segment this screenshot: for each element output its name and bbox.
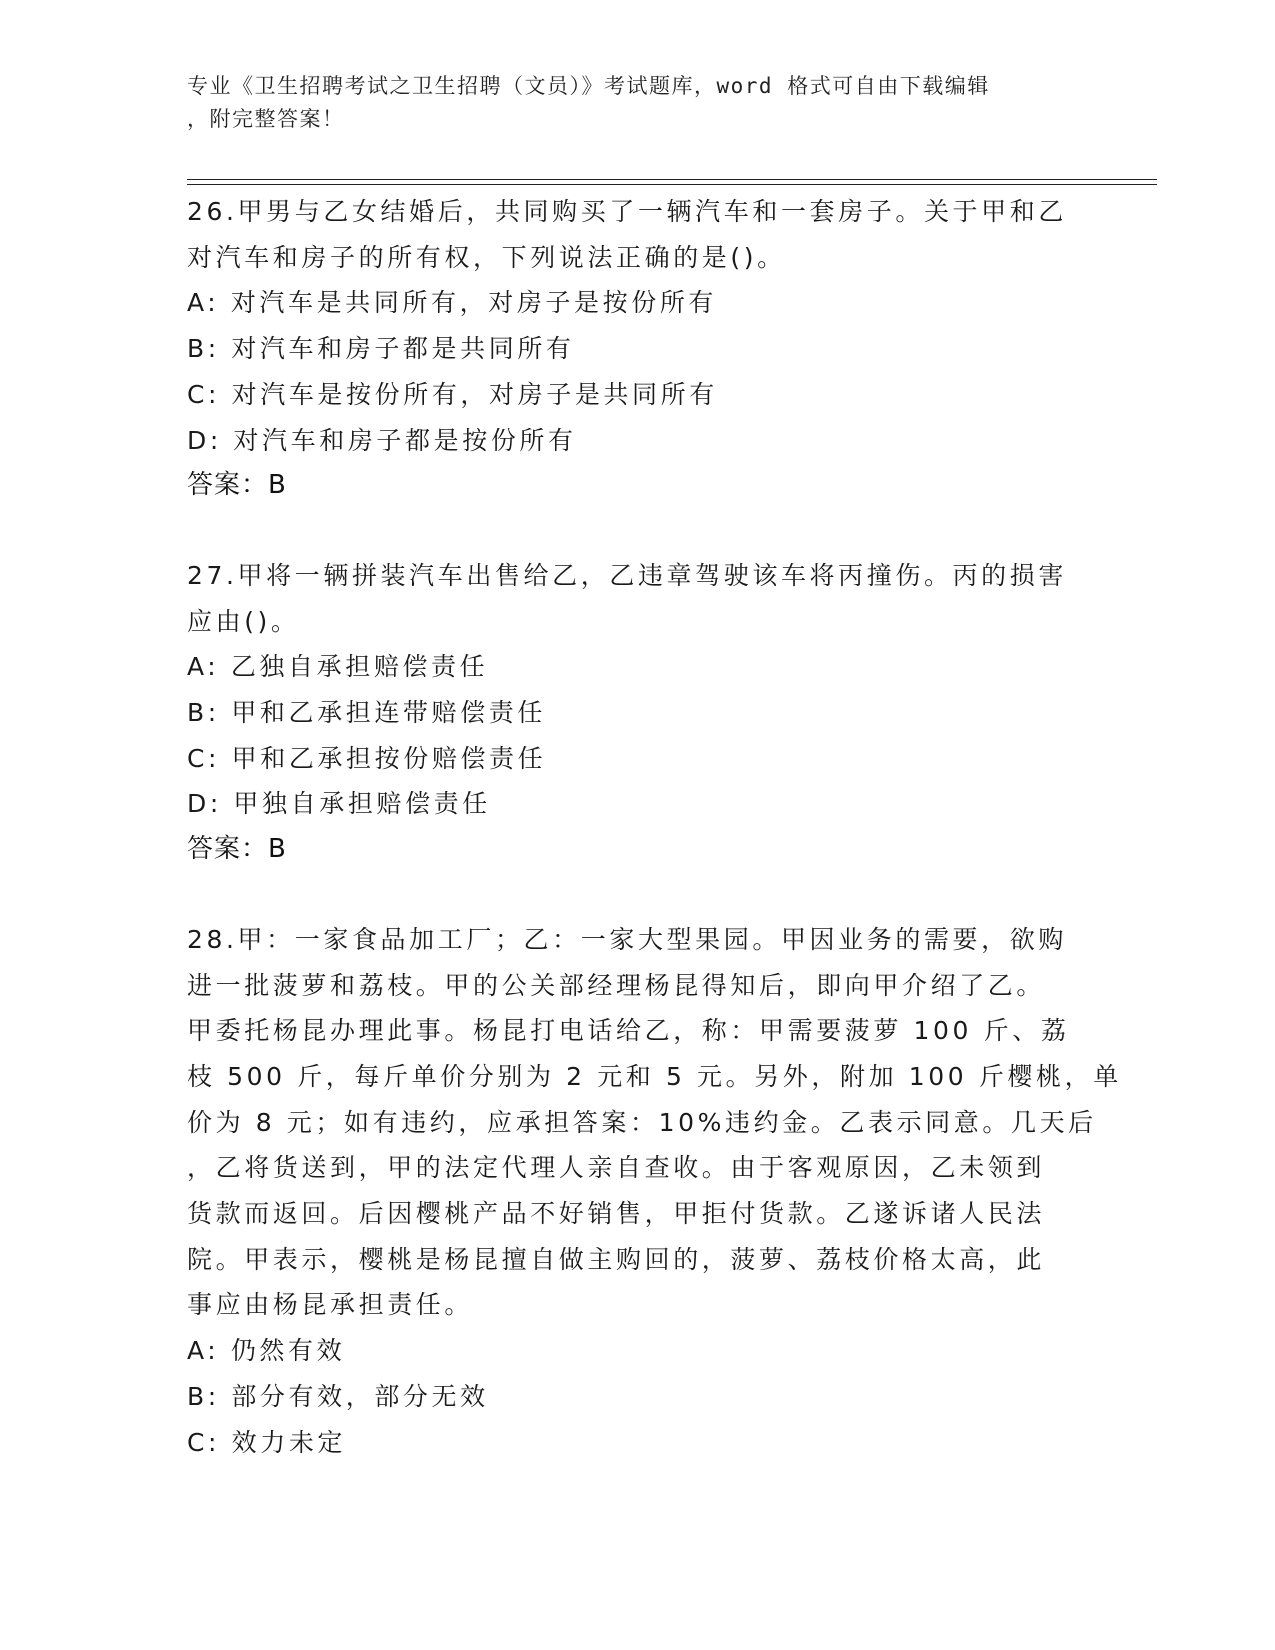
- answer-label: 答案：: [187, 834, 269, 865]
- question-stem-line: 货款而返回。后因樱桃产品不好销售，甲拒付货款。乙遂诉诸人民法: [187, 1199, 1046, 1229]
- question-26: [187, 189, 1087, 509]
- question-stem-line: 甲委托杨昆办理此事。杨昆打电话给乙，称：甲需要菠萝 100 斤、荔: [187, 1016, 1070, 1046]
- header-divider-top: [187, 179, 1157, 180]
- option-a: A: 对汽车是共同所有，对房子是按份所有: [187, 288, 718, 318]
- option-b: B: 对汽车和房子都是共同所有: [187, 334, 575, 364]
- option-b: B: 部分有效，部分无效: [187, 1381, 489, 1411]
- question-stem-line: 26.甲男与乙女结婚后，共同购买了一辆汽车和一套房子。关于甲和乙: [187, 197, 1067, 226]
- question-stem-line: 应由()。: [187, 606, 300, 636]
- question-stem-line: 对汽车和房子的所有权，下列说法正确的是()。: [187, 242, 786, 272]
- option-c: C: 对汽车是按份所有，对房子是共同所有: [187, 379, 718, 409]
- option-d: D: 甲独自承担赔偿责任: [187, 789, 491, 819]
- document-header: [187, 70, 1067, 136]
- question-stem-line: 27.甲将一辆拼装汽车出售给乙，乙违章驾驶该车将丙撞伤。丙的损害: [187, 560, 1067, 590]
- header-line-1: 专业《卫生招聘考试之卫生招聘（文员）》考试题库，word 格式可自由下载编辑: [187, 74, 990, 98]
- option-b: B: 甲和乙承担连带赔偿责任: [187, 698, 546, 728]
- answer-line: [187, 827, 1087, 873]
- question-27: [187, 553, 1087, 873]
- question-stem-line: 事应由杨昆承担责任。: [187, 1290, 474, 1320]
- answer-value: B: [268, 470, 287, 501]
- question-stem-line: ，乙将货送到，甲的法定代理人亲自查收。由于客观原因，乙未领到: [187, 1153, 1046, 1183]
- question-28: [187, 917, 1122, 1465]
- header-divider-bottom: [187, 184, 1157, 185]
- question-list: [187, 189, 1122, 1509]
- answer-label: 答案：: [187, 470, 269, 501]
- option-d: D: 对汽车和房子都是按份所有: [187, 425, 577, 455]
- question-stem-line: 28.甲：一家食品加工厂；乙：一家大型果园。甲因业务的需要，欲购: [187, 924, 1067, 954]
- question-stem-line: 价为 8 元；如有违约，应承担答案：10%违约金。乙表示同意。几天后: [187, 1107, 1097, 1137]
- answer-value: B: [268, 834, 287, 865]
- option-c: C: 甲和乙承担按份赔偿责任: [187, 743, 547, 773]
- question-stem-line: 进一批菠萝和荔枝。甲的公关部经理杨昆得知后，即向甲介绍了乙。: [187, 970, 1046, 1000]
- answer-line: [187, 463, 1087, 509]
- question-stem-line: 院。甲表示，樱桃是杨昆擅自做主购回的，菠萝、荔枝价格太高，此: [187, 1244, 1046, 1274]
- header-line-2: ，附完整答案！: [187, 107, 345, 131]
- question-stem-line: 枝 500 斤，每斤单价分别为 2 元和 5 元。另外，附加 100 斤樱桃，单: [187, 1061, 1122, 1091]
- option-a: A: 仍然有效: [187, 1336, 346, 1366]
- option-a: A: 乙独自承担赔偿责任: [187, 652, 489, 682]
- option-c: C: 效力未定: [187, 1427, 347, 1457]
